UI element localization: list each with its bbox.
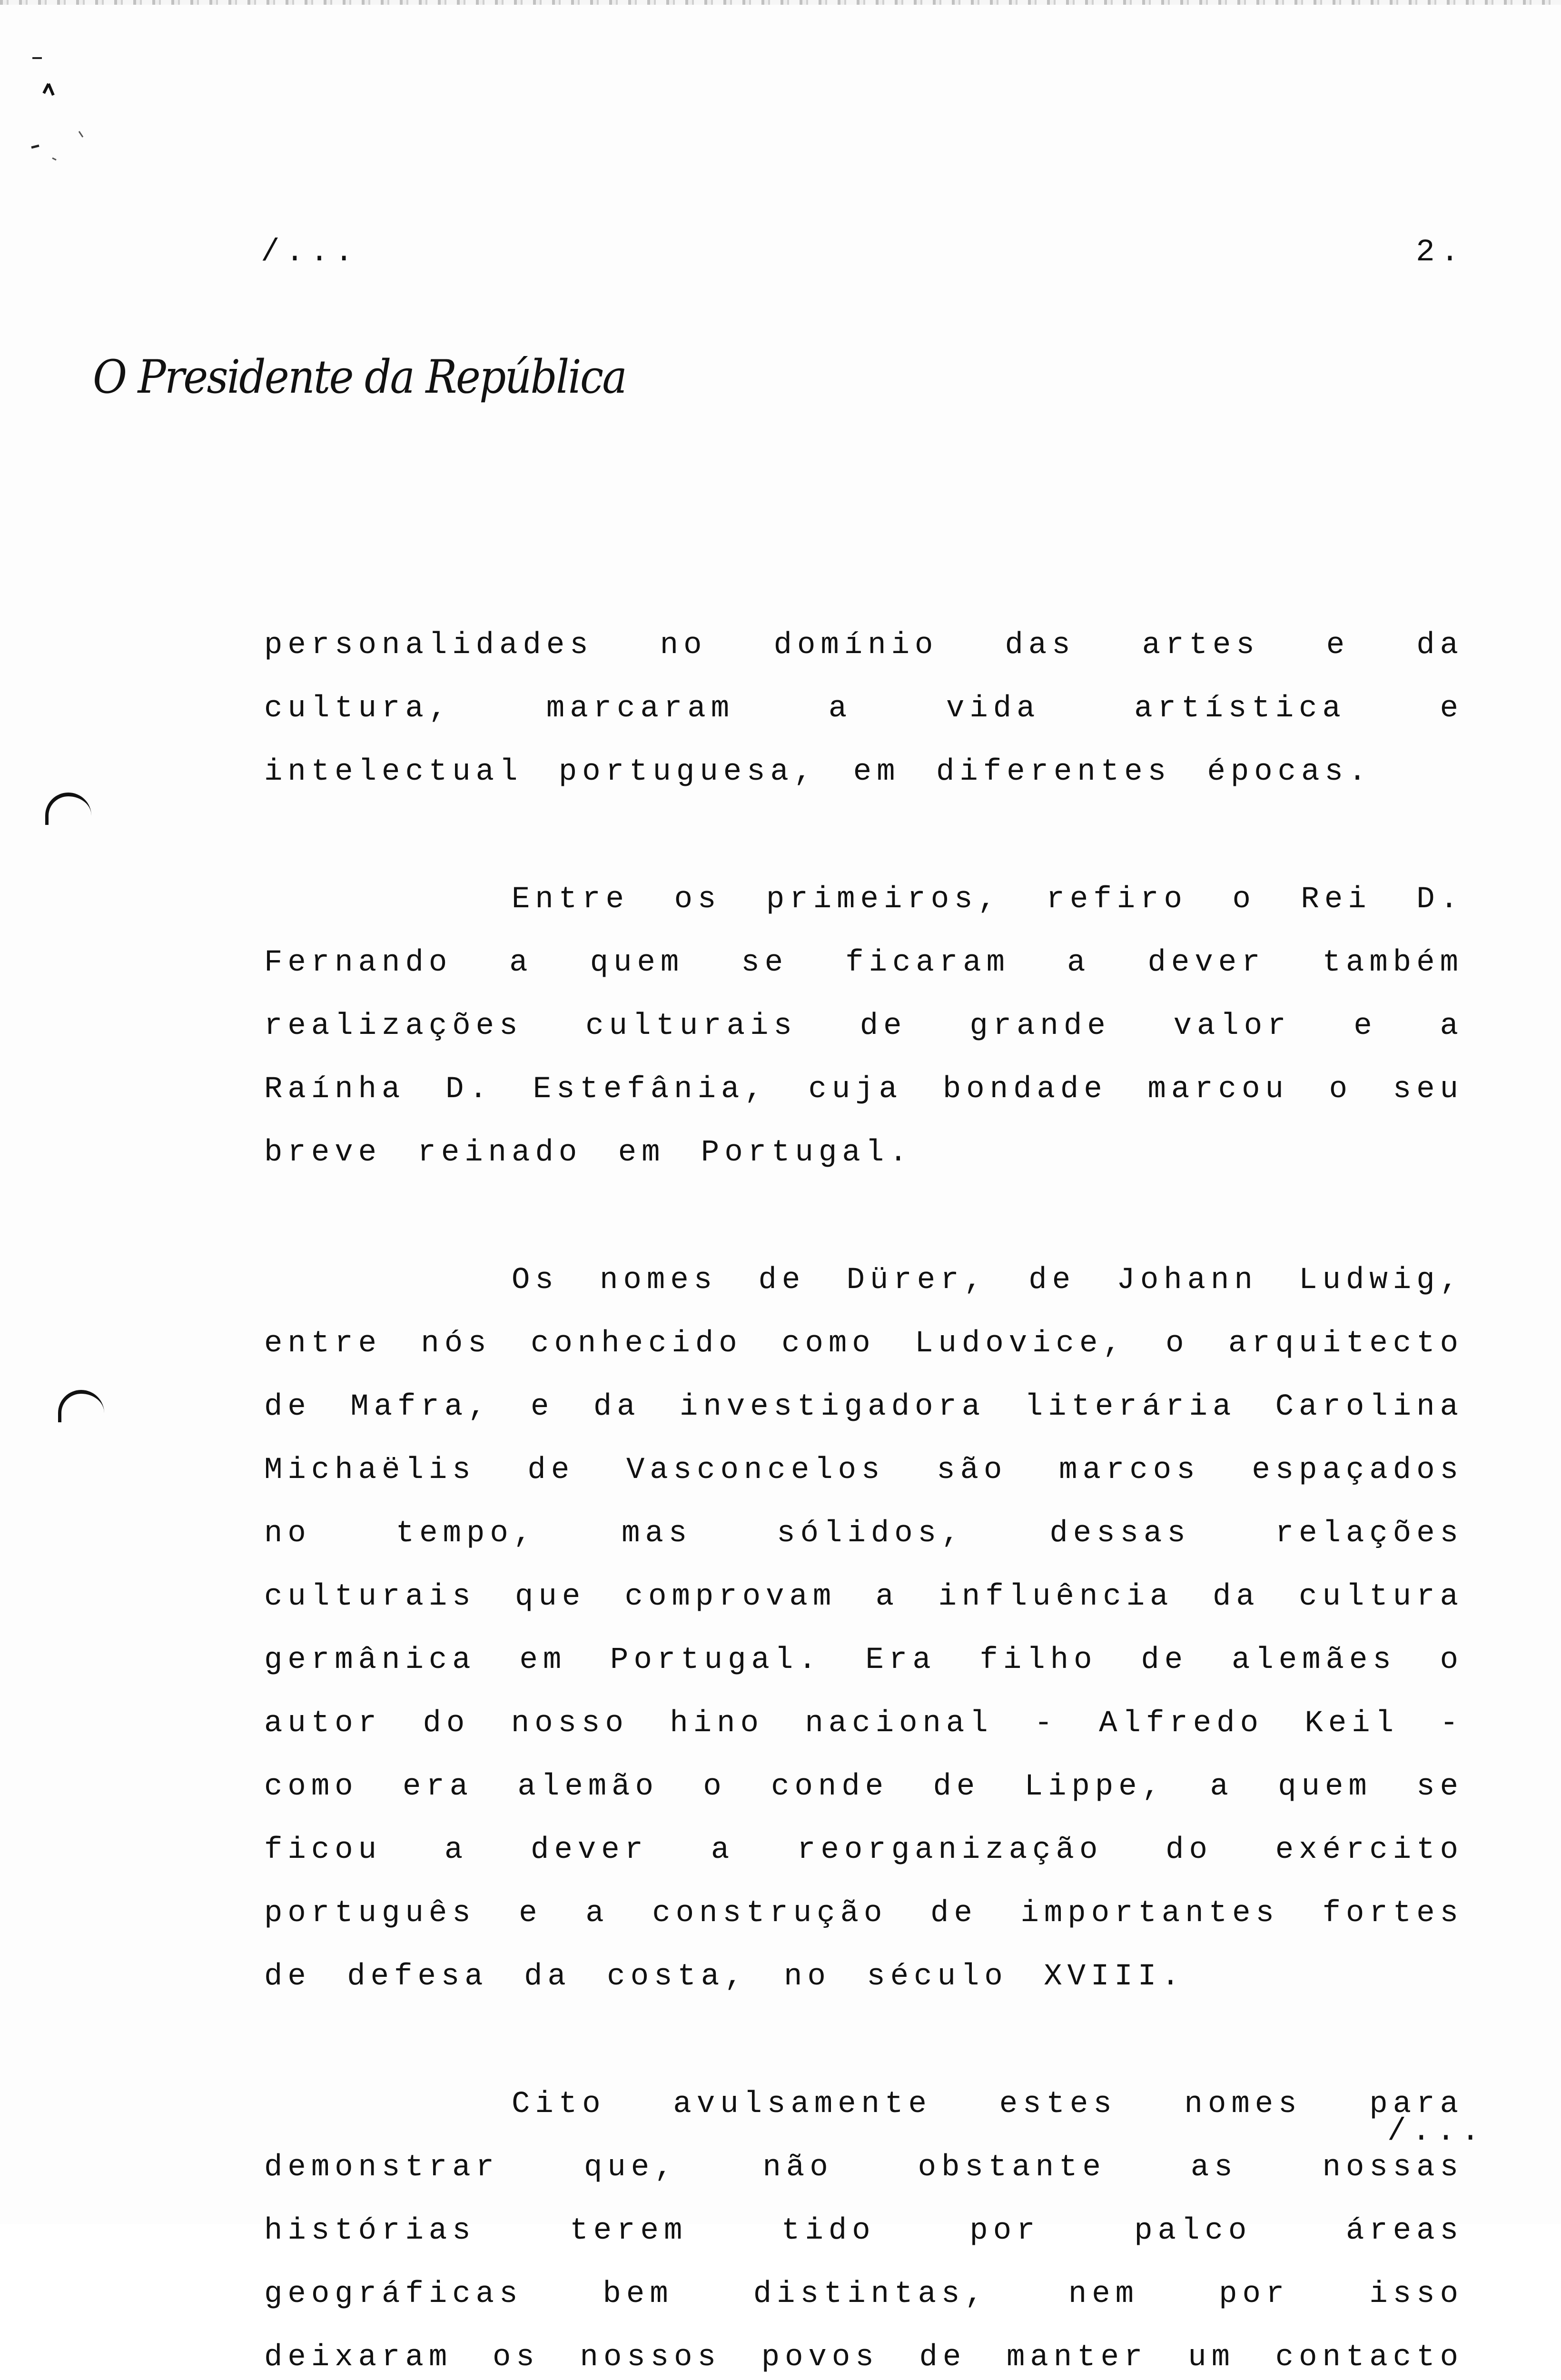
continuation-mark-top: /... <box>261 234 359 270</box>
page-number: 2. <box>1416 234 1465 270</box>
punch-hole-mark <box>45 793 91 825</box>
body-paragraph: Entre os primeiros, refiro o Rei D. Fernando a quem se ficaram a dever também realizações culturais de grande valor e a Raínha D. Estefânia, cuja bondade marcou o seu breve reinado em Portugal. <box>264 883 1463 1170</box>
body-paragraph: Cito avulsamente estes nomes para demonstrar que, não obstante as nossas histórias terem tido por palco áreas geográficas bem distintas, nem por isso deixaram os nossos povos de manter um contacto <box>264 2087 1463 2375</box>
body-paragraph: Os nomes de Dürer, de Johann Ludwig, entre nós conhecido como Ludovice, o arquitecto de Mafra, e da investigadora literária Carolina Michaëlis de Vasconcelos são marcos espaçados no tempo, mas sólidos, dessas relações culturais que comprovam a influência da cultura germânica em Portugal. Era filho de alemães o autor do nosso hino nacional - Alfredo Keil - como era alemão o conde de Lippe, a quem se ficou a dever a reorganização do exército português e a construção de importantes fortes de defesa da costa, no século XVIII. <box>264 1263 1463 1994</box>
scan-edge-artifact <box>0 0 1561 5</box>
punch-hole-mark <box>58 1390 104 1422</box>
letterhead-logo <box>93 336 673 416</box>
letter-body <box>264 614 1463 2380</box>
continuation-mark-bottom: /... <box>1387 2113 1486 2149</box>
letterhead-script <box>93 336 673 416</box>
letterhead-text: O Presidente da República <box>93 350 626 404</box>
scan-corner-marks <box>24 48 90 171</box>
body-paragraph: personalidades no domínio das artes e da cultura, marcaram a vida artística e intelectual portuguesa, em diferentes épocas. <box>264 628 1463 789</box>
